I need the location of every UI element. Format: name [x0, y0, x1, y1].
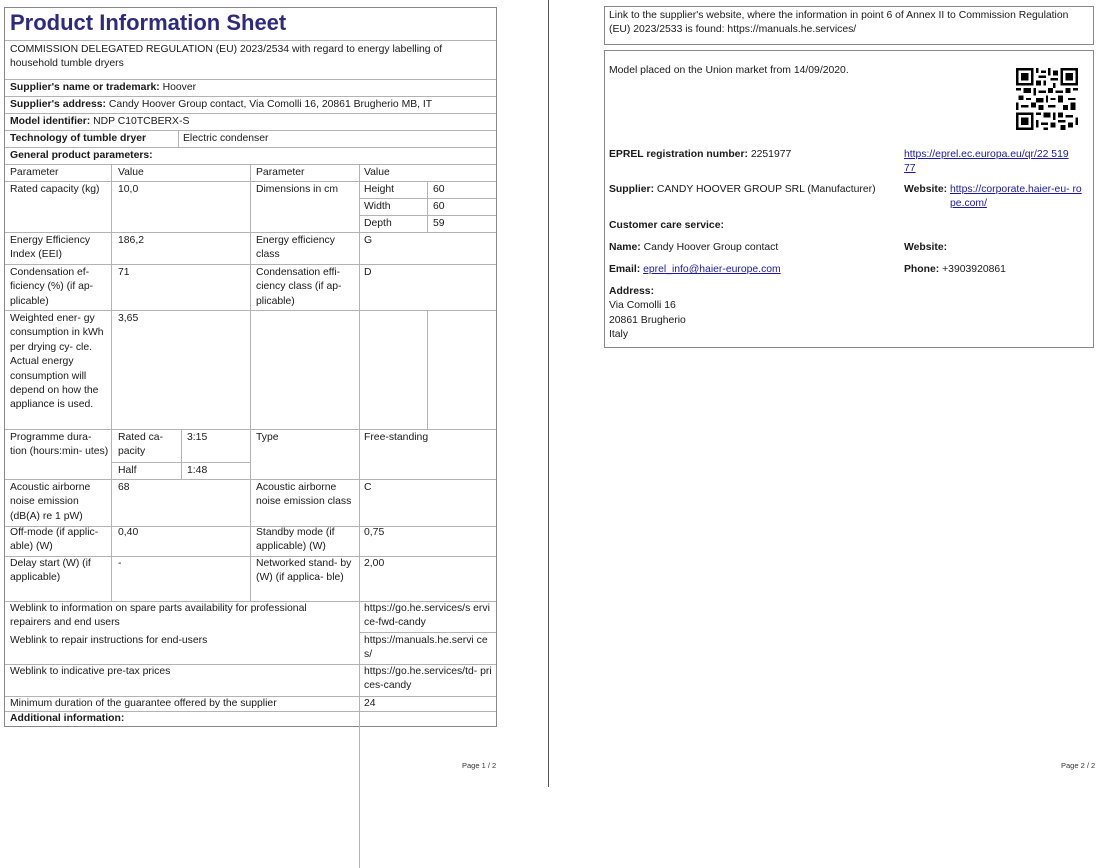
- type-label: Type: [256, 432, 279, 443]
- rated-capacity-short-label: Rated ca- pacity: [118, 432, 164, 458]
- guarantee-label: Minimum duration of the guarantee offered by the supplier: [10, 698, 277, 709]
- indicative-prices-link[interactable]: https://go.he.services/td- prices-candy: [364, 666, 492, 692]
- regulation-text: COMMISSION DELEGATED REGULATION (EU) 2023/2534 with regard to energy labelling of household tumble dryers: [10, 44, 443, 70]
- supplier-row: [609, 183, 876, 197]
- website-row: [904, 183, 1085, 212]
- programme-half-value: 1:48: [187, 465, 208, 476]
- eprel-row: [609, 148, 791, 162]
- care-name-value: Candy Hoover Group contact: [643, 242, 779, 253]
- email-label: Email:: [609, 264, 641, 275]
- care-address-line3: Italy: [609, 329, 629, 340]
- eprel-url[interactable]: https://eprel.ec.europa.eu/qr/22 51977: [904, 149, 1069, 175]
- height-value: 60: [433, 184, 445, 195]
- networked-standby-label: Networked stand- by (W) (if applica- ble): [256, 558, 352, 584]
- placed-on-market: Model placed on the Union market from 14/09/2020.: [609, 65, 849, 76]
- eprel-value: 2251977: [750, 149, 792, 160]
- condensation-efficiency-value: 71: [118, 267, 130, 278]
- general-parameters-label: General product parameters:: [10, 150, 153, 161]
- annex-link-box: [604, 6, 1094, 45]
- dimensions-label: Dimensions in cm: [256, 184, 338, 195]
- height-label: Height: [364, 184, 395, 195]
- email-link[interactable]: eprel_info@haier-europe.com: [643, 264, 781, 275]
- depth-value: 59: [433, 218, 445, 229]
- phone-label: Phone:: [904, 264, 940, 275]
- col-parameter-2: Parameter: [256, 167, 305, 178]
- width-value: 60: [433, 201, 445, 212]
- supplier-row: [10, 81, 196, 95]
- rated-capacity-label: Rated capacity (kg): [10, 184, 100, 195]
- model-label: Model identifier:: [10, 116, 91, 127]
- guarantee-value: 24: [364, 698, 376, 709]
- standby-value: 0,75: [364, 527, 385, 538]
- noise-class-label: Acoustic airborne noise emission class: [256, 482, 352, 508]
- ee-class-value: G: [364, 235, 373, 246]
- noise-class-value: C: [364, 482, 372, 493]
- model-value: NDP C10TCBERX-S: [93, 116, 190, 127]
- page-number: Page 1 / 2: [462, 761, 497, 770]
- half-label: Half: [118, 465, 137, 476]
- page-title: Product Information Sheet: [10, 10, 287, 35]
- address-value: Candy Hoover Group contact, Via Comolli 16, 20861 Brugherio MB, IT: [108, 99, 433, 110]
- col-value: Value: [118, 167, 144, 178]
- networked-standby-value: 2,00: [364, 558, 385, 569]
- additional-info-label: Additional information:: [10, 713, 125, 724]
- address-row: [10, 98, 432, 112]
- type-value: Free-standing: [364, 432, 429, 443]
- weighted-energy-label: Weighted ener- gy consumption in kWh per drying cy- cle. Actual energy consumption will depend on how the appliance is used.: [10, 313, 104, 411]
- standby-label: Standby mode (if applicable) (W): [256, 527, 335, 553]
- weighted-energy-value: 3,65: [118, 313, 139, 324]
- annex-link-text: Link to the supplier's website, where the information in point 6 of Annex II to Commission Regulation (EU) 2023/2533 is found: https://manuals.he.services/: [609, 10, 1069, 36]
- care-website-label: Website:: [904, 242, 948, 253]
- condensation-efficiency-label: Condensation ef- ficiency (%) (if ap- plicable): [10, 267, 94, 307]
- programme-duration-label: Programme dura- tion (hours:min- utes): [10, 432, 109, 458]
- off-mode-label: Off-mode (if applic- able) (W): [10, 527, 99, 553]
- page-number-2: Page 2 / 2: [1061, 761, 1096, 770]
- page-divider: [548, 0, 549, 787]
- repair-instructions-link[interactable]: https://manuals.he.servi ces/: [364, 635, 488, 661]
- condensation-class-label: Condensation effi- ciency class (if ap- plicable): [256, 267, 342, 307]
- off-mode-value: 0,40: [118, 527, 139, 538]
- website-label: Website:: [904, 184, 948, 195]
- website-link[interactable]: https://corporate.haier-eu- rope.com/: [950, 184, 1082, 210]
- supplier-value: CANDY HOOVER GROUP SRL (Manufacturer): [656, 184, 876, 195]
- eei-label: Energy Efficiency Index (EEI): [10, 235, 91, 261]
- page-1: [0, 0, 548, 787]
- customer-care-heading: Customer care service:: [609, 220, 724, 231]
- depth-label: Depth: [364, 218, 392, 229]
- supplier-value: Hoover: [162, 82, 197, 93]
- noise-emission-value: 68: [118, 482, 130, 493]
- width-label: Width: [364, 201, 391, 212]
- supplier-label: Supplier's name or trademark:: [10, 82, 160, 93]
- spare-parts-label: Weblink to information on spare parts availability for professional repairers and end users: [10, 603, 307, 629]
- ee-class-label: Energy efficiency class: [256, 235, 335, 261]
- eprel-label: EPREL registration number:: [609, 149, 748, 160]
- noise-emission-label: Acoustic airborne noise emission (dB(A) re 1 pW): [10, 482, 91, 522]
- technology-label: Technology of tumble dryer: [10, 133, 147, 144]
- care-address-line2: 20861 Brugherio: [609, 315, 686, 326]
- care-name-label: Name:: [609, 242, 641, 253]
- model-row: [10, 115, 189, 129]
- supplier-label: Supplier:: [609, 184, 655, 195]
- care-address-line1: Via Comolli 16: [609, 300, 676, 311]
- rated-capacity-value: 10,0: [118, 184, 139, 195]
- care-name-row: [609, 241, 778, 255]
- email-row: [609, 263, 781, 277]
- phone-value: +3903920861: [942, 264, 1006, 275]
- delay-start-value: -: [118, 558, 122, 569]
- col-value-2: Value: [364, 167, 390, 178]
- phone-row: [904, 263, 1006, 277]
- indicative-prices-label: Weblink to indicative pre-tax prices: [10, 666, 171, 677]
- delay-start-label: Delay start (W) (if applicable): [10, 558, 91, 584]
- col-parameter: Parameter: [10, 167, 59, 178]
- repair-instructions-label: Weblink to repair instructions for end-users: [10, 635, 208, 646]
- programme-rated-value: 3:15: [187, 432, 208, 443]
- address-label: Supplier's address:: [10, 99, 107, 110]
- product-information-table: [4, 7, 497, 727]
- technology-value: Electric condenser: [183, 133, 269, 144]
- spare-parts-link[interactable]: https://go.he.services/s ervice-fwd-candy: [364, 603, 490, 629]
- eei-value: 186,2: [118, 235, 145, 246]
- care-address-label: Address:: [609, 286, 655, 297]
- qr-code-icon: [1016, 68, 1078, 130]
- condensation-class-value: D: [364, 267, 372, 278]
